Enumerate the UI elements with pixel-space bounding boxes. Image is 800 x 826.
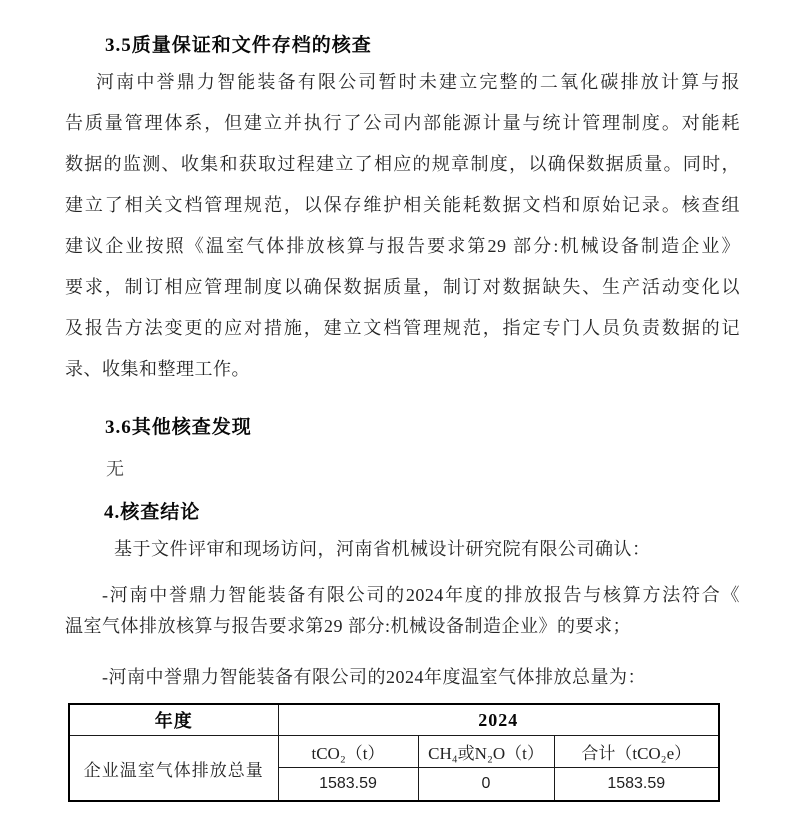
finding-line: 温室气体排放核算与报告要求第29 部分:机械设备制造企业》的要求； bbox=[65, 616, 631, 636]
table-col-header-total: 合计（tCO₂e） bbox=[554, 736, 719, 768]
section-4-heading: 4.核查结论 bbox=[104, 502, 201, 523]
table-value-total: 1583.59 bbox=[554, 768, 719, 802]
paragraph-line: 建议企业按照《温室气体排放核算与报告要求第29 部分:机械设备制造企业》 bbox=[65, 236, 740, 256]
table-col-header-tco2: tCO₂（t） bbox=[278, 736, 418, 768]
emissions-table bbox=[68, 703, 720, 802]
table-year-value-cell: 2024 bbox=[278, 704, 719, 736]
finding-line: -河南中誉鼎力智能装备有限公司的2024年度的排放报告与核算方法符合《 bbox=[102, 585, 740, 605]
table-year-label-cell: 年度 bbox=[69, 704, 278, 736]
conclusion-finding-2: -河南中誉鼎力智能装备有限公司的2024年度温室气体排放总量为： bbox=[102, 667, 646, 687]
table-value-ch4-n2o: 0 bbox=[418, 768, 554, 802]
paragraph-line: 告质量管理体系，但建立并执行了公司内部能源计量与统计管理制度。对能耗 bbox=[65, 113, 740, 133]
paragraph-line: 河南中誉鼎力智能装备有限公司暂时未建立完整的二氧化碳排放计算与报 bbox=[96, 72, 740, 92]
none-found-text: 无 bbox=[106, 459, 125, 479]
conclusion-intro-line: 基于文件评审和现场访问，河南省机械设计研究院有限公司确认： bbox=[114, 539, 651, 559]
section-3-5-paragraph bbox=[65, 62, 740, 390]
paragraph-line: 建立了相关文档管理规范，以保存维护相关能耗数据文档和原始记录。核查组 bbox=[65, 195, 740, 215]
table-col-header-ch4-n2o: CH₄或N₂O（t） bbox=[418, 736, 554, 768]
section-3-5-heading: 3.5质量保证和文件存档的核查 bbox=[105, 35, 372, 56]
paragraph-line: 及报告方法变更的应对措施，建立文档管理规范，指定专门人员负责数据的记 bbox=[65, 318, 740, 338]
section-3-6-heading: 3.6其他核查发现 bbox=[105, 417, 252, 438]
paragraph-line: 要求，制订相应管理制度以确保数据质量，制订对数据缺失、生产活动变化以 bbox=[65, 277, 740, 297]
table-row-label-cell: 企业温室气体排放总量 bbox=[69, 736, 278, 802]
paragraph-line: 录、收集和整理工作。 bbox=[65, 359, 250, 379]
paragraph-line: 数据的监测、收集和获取过程建立了相应的规章制度，以确保数据质量。同时， bbox=[65, 154, 740, 174]
conclusion-finding-1 bbox=[65, 580, 740, 642]
table-value-tco2: 1583.59 bbox=[278, 768, 418, 802]
